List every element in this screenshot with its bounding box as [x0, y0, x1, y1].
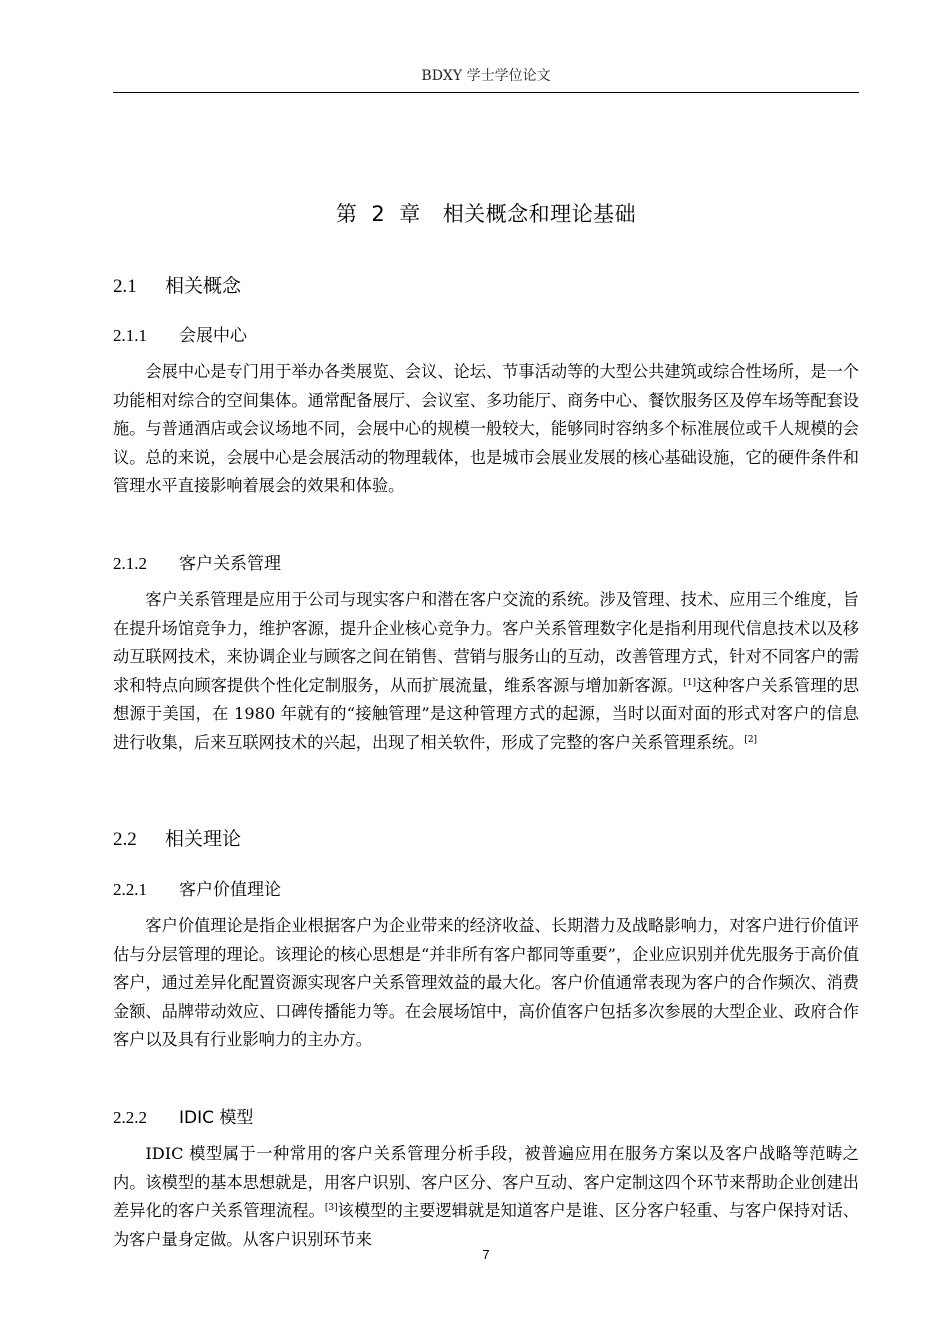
section-title: 相关概念 [165, 275, 242, 297]
citation-1[interactable]: [1] [683, 677, 697, 688]
subsection-number: 2.2.1 [113, 880, 147, 899]
subsection-number: 2.1.1 [113, 326, 147, 345]
section-number: 2.1 [113, 276, 137, 297]
paragraph-text: 这种客户关系管理的思想源于美国，在 1980 年就有的“接触管理”是这种管理方式的起源，当时以面对面的形式对客户的信息进行收集，后来互联网技术的兴起，出现了相关软件，形成了完整的客户关系管理系统。 [113, 675, 860, 752]
paragraph-text: 该模型的主要逻辑就是知道客户是谁、区分客户轻重、与客户保持对话、为客户量身定做。从客户识别环节来 [113, 1201, 859, 1249]
subsection-title: 客户价值理论 [179, 880, 281, 900]
chapter-title [113, 198, 859, 230]
section-title: 相关理论 [165, 828, 242, 850]
paragraph-2-1-1: 会展中心是专门用于举办各类展览、会议、论坛、节事活动等的大型公共建筑或综合性场所，是一个功能相对综合的空间集体。通常配备展厅、会议室、多功能厅、商务中心、餐饮服务区及停车场等配套设施。与普通酒店或会议场地不同，会展中心的规模一般较大，能够同时容纳多个标准展位或千人规模的会议。总的来说，会展中心是会展活动的物理载体，也是城市会展业发展的核心基础设施，它的硬件条件和管理水平直接影响着展会的效果和体验。 [113, 362, 859, 496]
section-number: 2.2 [113, 829, 137, 850]
chapter-number: 2 [371, 202, 386, 226]
section-heading-2-1 [113, 272, 859, 301]
subsection-title: 会展中心 [179, 326, 247, 346]
section-heading-2-2 [113, 825, 859, 854]
chapter-label-post: 章 [399, 202, 421, 226]
citation-3[interactable]: [3] [324, 1203, 338, 1214]
paragraph-text: IDIC 模型属于一种常用的客户关系管理分析手段，被普遍应用在服务方案以及客户战略等范畴之内。该模型的基本思想就是，用客户识别、客户区分、客户互动、客户定制这四个环节来帮助企业创建出差异化的客户关系管理流程。 [113, 1144, 859, 1221]
citation-2[interactable]: [2] [744, 734, 758, 745]
paragraph-2-2-1: 客户价值理论是指企业根据客户为企业带来的经济收益、长期潜力及战略影响力，对客户进行价值评估与分层管理的理论。该理论的核心思想是“并非所有客户都同等重要”，企业应识别并优先服务于高价值客户，通过差异化配置资源实现客户关系管理效益的最大化。客户价值通常表现为客户的合作频次、消费金额、品牌带动效应、口碑传播能力等。在会展场馆中，高价值客户包括多次参展的大型企业、政府合作客户以及具有行业影响力的主办方。 [113, 916, 859, 1050]
subsection-number: 2.2.2 [113, 1108, 147, 1127]
page-number: 7 [482, 1247, 490, 1262]
chapter-label-pre: 第 [335, 202, 358, 226]
subsection-heading-2-2-1 [113, 877, 859, 903]
chapter-name: 相关概念和理论基础 [442, 202, 637, 226]
subsection-heading-2-1-1 [113, 323, 859, 349]
subsection-number: 2.1.2 [113, 554, 147, 573]
running-header: BDXY 学士学位论文 [421, 68, 551, 84]
paragraph-2-2-2 [113, 1140, 859, 1254]
paragraph-text: 客户关系管理是应用于公司与现实客户和潜在客户交流的系统。涉及管理、技术、应用三个维度，旨在提升场馆竞争力，维护客源，提升企业核心竞争力。客户关系管理数字化是指利用现代信息技术以及移动互联网技术，来协调企业与顾客之间在销售、营销与服务山的互动，改善管理方式，针对不同客户的需求和特点向顾客提供个性化定制服务，从而扩展流量，维系客源与增加新客源。 [113, 590, 859, 695]
subsection-heading-2-1-2 [113, 551, 859, 577]
paragraph-2-1-2 [113, 586, 859, 758]
header-rule [113, 92, 859, 93]
subsection-heading-2-2-2 [113, 1105, 859, 1131]
subsection-title: IDIC 模型 [179, 1108, 254, 1128]
subsection-title: 客户关系管理 [179, 554, 281, 574]
